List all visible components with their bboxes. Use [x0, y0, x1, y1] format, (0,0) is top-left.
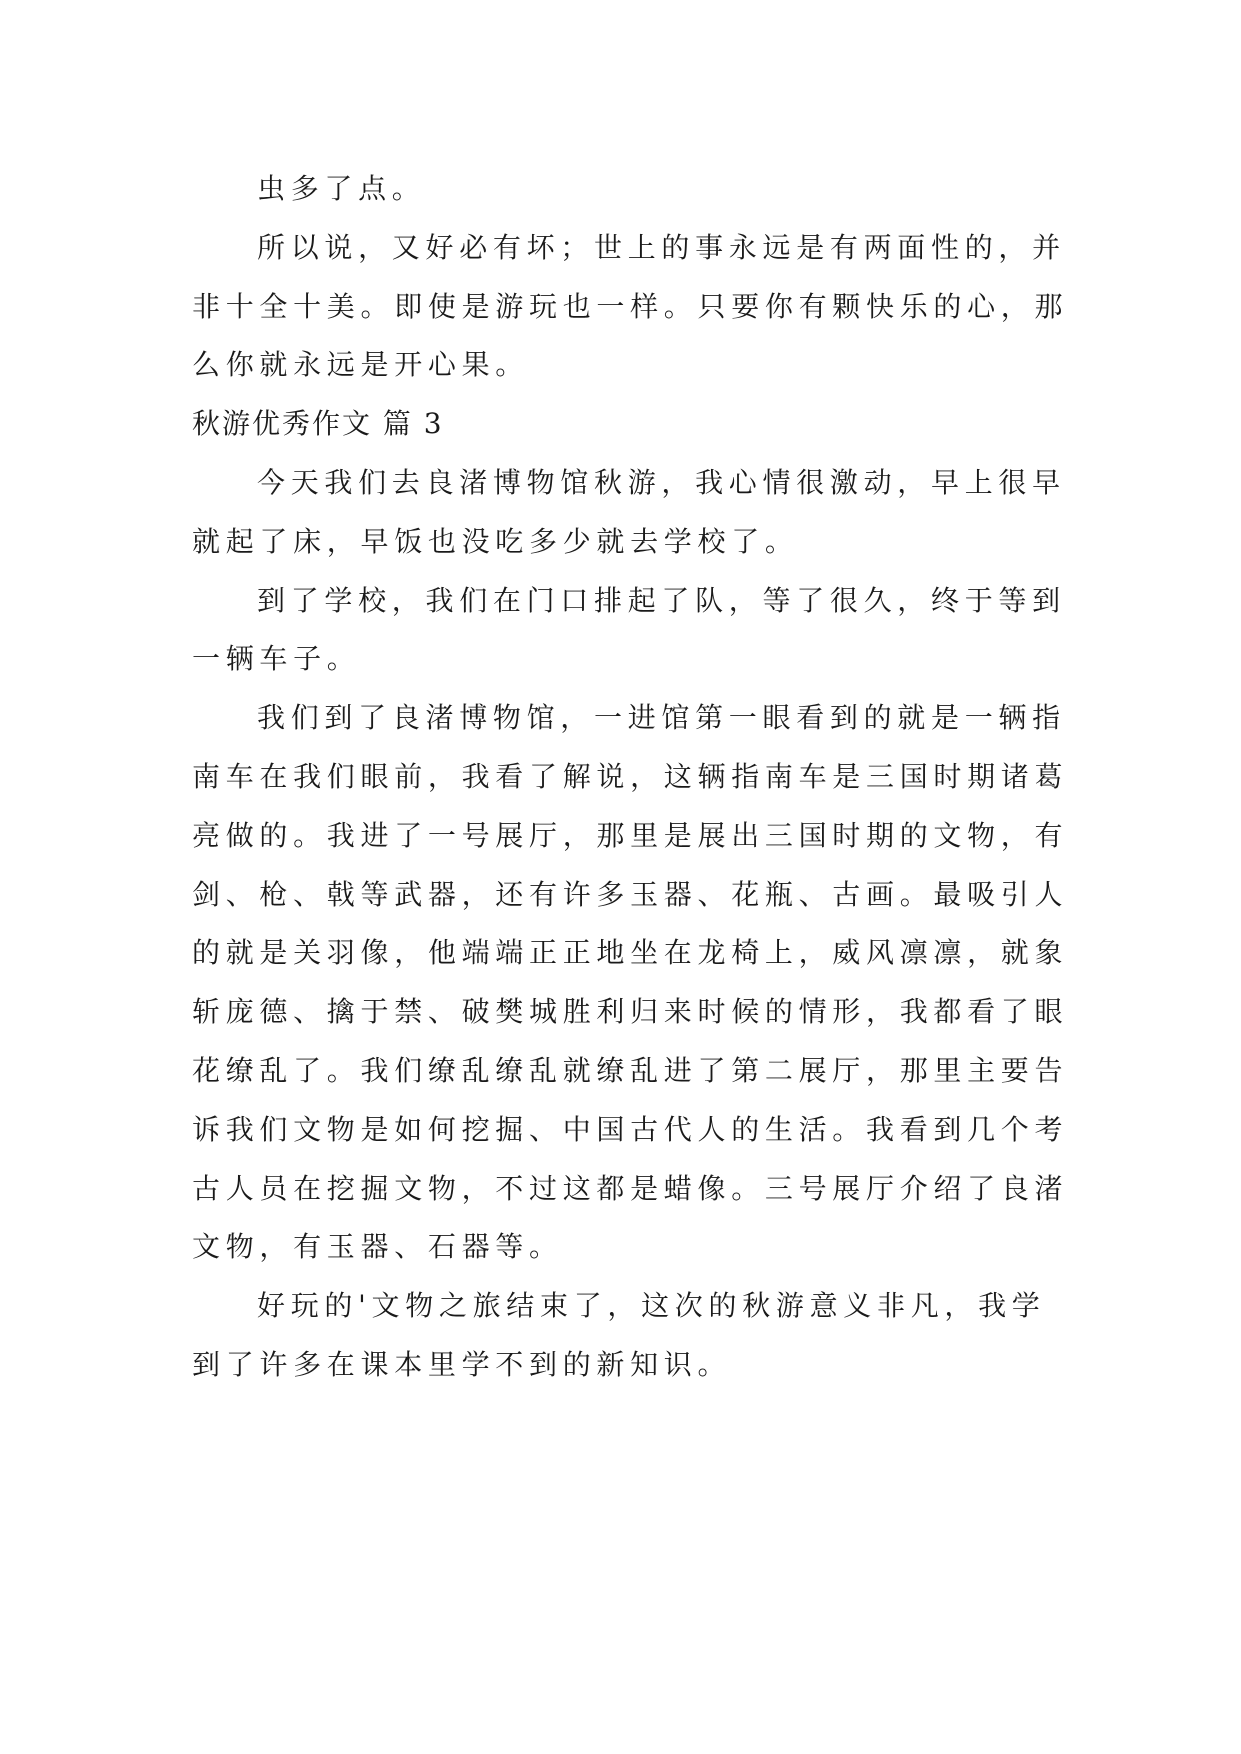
text-line: 到了许多在课本里学不到的新知识。	[192, 1347, 732, 1381]
text-line: 南车在我们眼前，我看了解说，这辆指南车是三国时期诸葛	[192, 759, 1069, 793]
text-line: 所以说，又好必有坏；世上的事永远是有两面性的，并	[257, 230, 1066, 264]
text-line: 斩庞德、擒于禁、破樊城胜利归来时候的情形，我都看了眼	[192, 995, 1069, 1029]
text-line: 今天我们去良渚博物馆秋游，我心情很激动，早上很早	[257, 465, 1066, 499]
text-line: 诉我们文物是如何挖掘、中国古代人的生活。我看到几个考	[192, 1112, 1069, 1146]
text-line: 到了学校，我们在门口排起了队，等了很久，终于等到	[257, 583, 1066, 617]
text-line: 虫多了点。	[257, 172, 426, 205]
text-line: 剑、枪、戟等武器，还有许多玉器、花瓶、古画。最吸引人	[192, 877, 1069, 911]
text-line: 我们到了良渚博物馆，一进馆第一眼看到的就是一辆指	[257, 701, 1066, 735]
text-line: 好玩的'文物之旅结束了，这次的秋游意义非凡，我学	[257, 1289, 1046, 1323]
text-line: 花缭乱了。我们缭乱缭乱就缭乱进了第二展厅，那里主要告	[192, 1053, 1069, 1087]
text-line: 文物，有玉器、石器等。	[192, 1230, 563, 1264]
text-line: 的就是关羽像，他端端正正地坐在龙椅上，威风凛凛，就象	[192, 936, 1069, 970]
text-line: 一辆车子。	[192, 642, 361, 676]
text-line: 古人员在挖掘文物，不过这都是蜡像。三号展厅介绍了良渚	[192, 1171, 1069, 1205]
document-body	[192, 160, 1069, 1395]
text-line: 么你就永远是开心果。	[192, 348, 530, 382]
text-line: 就起了床，早饭也没吃多少就去学校了。	[192, 524, 799, 558]
text-line: 非十全十美。即使是游玩也一样。只要你有颗快乐的心，那	[192, 289, 1069, 323]
text-line: 亮做的。我进了一号展厅，那里是展出三国时期的文物，有	[192, 818, 1069, 852]
section-heading: 秋游优秀作文 篇 3	[192, 407, 444, 441]
